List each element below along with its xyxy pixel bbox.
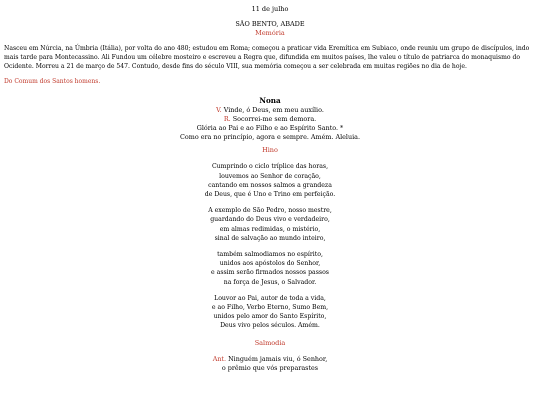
hymn-stanza xyxy=(0,162,540,199)
gloria-line-2: Como era no princípio, agora e sempre. Amém. Aleluia. xyxy=(180,133,360,142)
intro-paragraph: Nasceu em Núrcia, na Úmbria (Itália), por volta do ano 480; estudou em Roma; começou a praticar vida Eremítica em Subiaco, onde reuniu um grupo de discípulos, indo mais tarde para Montecassino. Ali Fundou um célebre mosteiro e escreveu a Regra que, difundida em muitos países, lhe valeu o título de patriarca do monaquismo do Ocidente. Morreu a 21 de março de 547. Contudo, desde fins do século VIII, sua memória começou a ser celebrada em muitas regiões no dia de hoje. xyxy=(4,45,530,71)
hymn-line: Deus vivo pelos séculos. Amém. xyxy=(220,322,320,330)
hymn-line: e ao Filho, Verbo Eterno, Sumo Bem, xyxy=(211,304,329,312)
hymn-line: de Deus, que é Uno e Trino em perfeição. xyxy=(204,191,336,199)
antiphon xyxy=(0,355,540,373)
hymn-line: Cumprindo o ciclo tríplice das horas, xyxy=(211,163,329,171)
hymn-line: sinal de salvação ao mundo inteiro, xyxy=(214,234,326,242)
psalmody-title: Salmodia xyxy=(254,338,286,347)
hymn-line: na força de Jesus, o Salvador. xyxy=(223,278,317,286)
antiphon-line-2: o prêmio que vós preparastes xyxy=(221,363,319,372)
versicle-text: Vinde, ó Deus, em meu auxílio. xyxy=(223,105,324,114)
hymn-stanza xyxy=(0,206,540,243)
hymn-line: guardando do Deus vivo e verdadeiro, xyxy=(210,216,330,224)
comum-link[interactable]: Do Comum dos Santos homens. xyxy=(4,77,101,85)
hour-title: Nona xyxy=(259,95,281,105)
hymn-title: Hino xyxy=(262,146,278,155)
hymn-line: A exemplo de São Pedro, nosso mestre, xyxy=(208,207,332,215)
antiphon-line-1 xyxy=(0,355,540,364)
response-text: Socorrei-me sem demora. xyxy=(232,114,317,123)
hymn-line: cantando em nossos salmos a grandeza xyxy=(208,181,332,189)
hymn-stanza xyxy=(0,294,540,331)
hymn-line: e assim serão firmados nossos passos xyxy=(211,269,329,277)
saint-title: SÃO BENTO, ABADE xyxy=(235,20,305,28)
hymn-line: unidos aos apóstolos do Senhor, xyxy=(219,260,321,268)
hymn-stanza xyxy=(0,250,540,287)
versicle-label: V. xyxy=(216,105,222,114)
hymn-line: em almas redimidas, o mistério, xyxy=(219,225,321,233)
hymn-line: unidos pelo amor do Santo Espírito, xyxy=(213,313,327,321)
versicle xyxy=(0,106,540,115)
antiphon-label: Ant. xyxy=(212,354,227,363)
gloria-line-1: Glória ao Pai e ao Filho e ao Espírito Santo. * xyxy=(196,124,344,133)
hymn-line: também salmodiamos no espírito, xyxy=(217,251,323,259)
antiphon-text-1: Ninguém jamais viu, ó Senhor, xyxy=(228,354,328,363)
rank-label: Memória xyxy=(255,29,285,37)
response-label: R. xyxy=(223,114,231,123)
hymn-line: Louvor ao Pai, autor de toda a vida, xyxy=(214,294,326,302)
hymn-line: louvemos ao Senhor de coração, xyxy=(219,172,321,180)
response xyxy=(0,115,540,124)
date-heading: 11 de julho xyxy=(251,5,289,13)
